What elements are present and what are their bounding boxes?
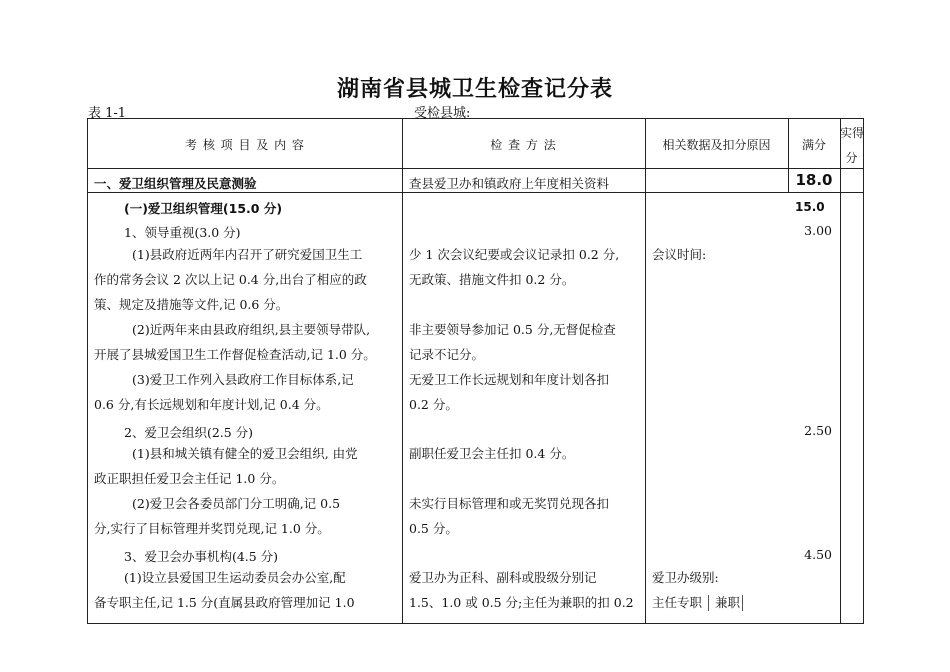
row-divider: [88, 168, 863, 169]
text-line: 非主要领导参加记 0.5 分,无督促检查: [409, 322, 616, 337]
text-line: 无政策、措施文件扣 0.2 分。: [409, 271, 575, 287]
item3-1-method: [409, 566, 634, 616]
text-line: 0.2 分。: [409, 396, 458, 412]
row-divider: [88, 192, 863, 193]
item1-3-text: [94, 368, 399, 418]
score-table: [87, 118, 864, 624]
item2-2-method: [409, 492, 609, 542]
text-line: 分,实行了目标管理并奖罚兑现,记 1.0 分。: [94, 520, 330, 536]
section1-full-score: 18.0: [795, 171, 833, 189]
reason-option: 主任专职: [652, 594, 703, 610]
item2-1-method: [409, 442, 574, 467]
text-line: 少 1 次会议纪要或会议记录扣 0.2 分,: [409, 247, 620, 262]
text-line: 政正职担任爱卫会主任记 1.0 分。: [94, 470, 285, 486]
item1-full-score: 3.00: [804, 223, 832, 238]
inspected-county-label: 受检县城:: [414, 106, 471, 121]
header-full-score: 满分: [801, 138, 826, 152]
text-line: 0.5 分。: [409, 520, 458, 536]
item3-label: 3、爱卫会办事机构(4.5 分): [124, 549, 279, 564]
text-line: (1)县和城关镇有健全的爱卫会组织, 由党: [132, 446, 358, 461]
text-line: 策、规定及措施等文件,记 0.6 分。: [94, 296, 289, 312]
item1-1-method: [409, 243, 619, 293]
text-line: (3)爱卫工作列入县政府工作目标体系,记: [132, 372, 354, 387]
text-line: [652, 591, 743, 616]
reason-option: 兼职: [715, 594, 741, 610]
item3-1-reason: [652, 566, 743, 616]
header-method: 检 查 方 法: [490, 138, 557, 152]
item3-full-score: 4.50: [804, 547, 832, 562]
subsection1-label: (一)爱卫组织管理(15.0 分): [124, 201, 283, 216]
item2-2-text: [94, 492, 399, 542]
item2-label: 2、爱卫会组织(2.5 分): [124, 425, 254, 440]
item1-3-method: [409, 368, 609, 418]
text-line: 开展了县城爱国卫生工作督促检查活动,记 1.0 分。: [94, 346, 376, 362]
item2-full-score: 2.50: [804, 423, 832, 438]
col-divider: [645, 119, 646, 623]
section1-label: 一、爱卫组织管理及民意测验: [94, 176, 257, 191]
col-divider: [402, 119, 403, 623]
text-line: 1.5、1.0 或 0.5 分;主任为兼职的扣 0.2: [409, 594, 634, 610]
text-line: 0.6 分,有长远规划和年度计划,记 0.4 分。: [94, 396, 329, 412]
text-line: 副职任爱卫会主任扣 0.4 分。: [409, 446, 575, 461]
text-line: 爱卫办级别:: [652, 570, 719, 585]
header-actual-score-2: 分: [845, 151, 858, 165]
text-line: 无爱卫工作长远规划和年度计划各扣: [409, 372, 610, 387]
item3-1-text: [94, 566, 399, 616]
item2-1-text: [94, 442, 399, 492]
header-item: 考 核 项 目 及 内 容: [185, 138, 305, 152]
item1-label: 1、领导重视(3.0 分): [124, 225, 241, 240]
text-line: (1)设立县爱国卫生运动委员会办公室,配: [124, 570, 346, 585]
text-line: 备专职主任,记 1.5 分(直属县政府管理加记 1.0: [94, 594, 355, 610]
table-code: 表 1-1: [88, 106, 127, 121]
item1-2-text: [94, 318, 399, 368]
text-line: 爱卫办为正科、副科或股级分别记: [409, 570, 597, 585]
header-reason: 相关数据及扣分原因: [662, 138, 771, 152]
item1-2-method: [409, 318, 616, 368]
item1-1-text: [94, 243, 399, 317]
header-actual-score: 实得: [840, 126, 865, 140]
text-line: 作的常务会议 2 次以上记 0.4 分,出台了相应的政: [94, 271, 367, 287]
item1-1-reason: 会议时间:: [652, 247, 707, 262]
col-divider: [840, 119, 841, 623]
text-line: (1)县政府近两年内召开了研究爱国卫生工: [132, 247, 363, 262]
option-separator: [742, 595, 743, 611]
text-line: 记录不记分。: [409, 346, 485, 362]
text-line: 未实行目标管理和或无奖罚兑现各扣: [409, 496, 610, 511]
section1-method: 查县爱卫办和镇政府上年度相关资料: [409, 176, 610, 191]
text-line: (2)爱卫会各委员部门分工明确,记 0.5: [132, 496, 341, 511]
option-separator: [708, 595, 709, 611]
document-title: 湖南省县城卫生检查记分表: [336, 77, 613, 102]
subsection1-full-score: 15.0: [795, 200, 825, 214]
text-line: (2)近两年来由县政府组织,县主要领导带队,: [132, 322, 371, 337]
